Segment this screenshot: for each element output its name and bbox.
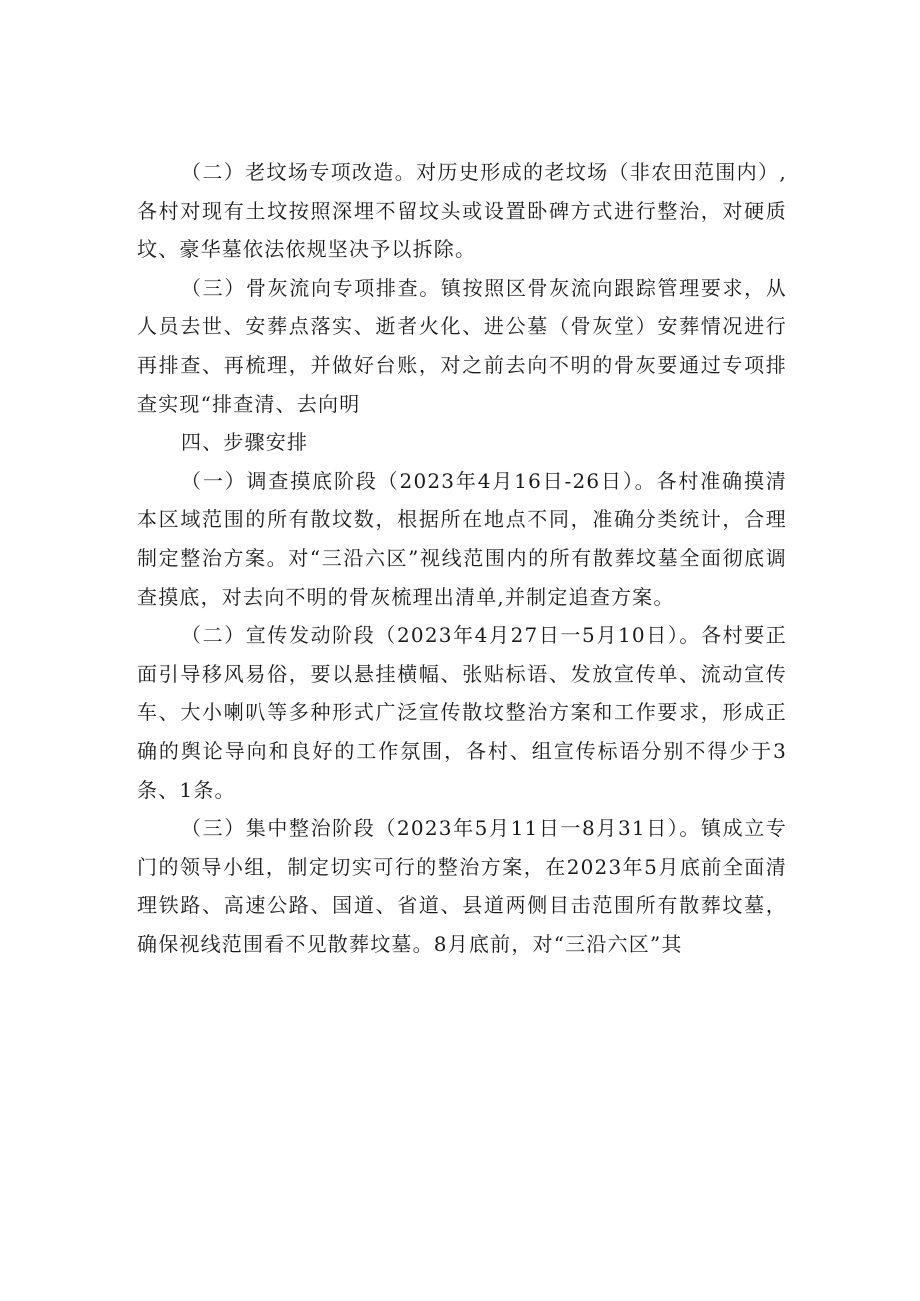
section-heading-steps: 四、步骤安排 (181, 430, 309, 455)
paragraph-ash-flow-investigation: （三）骨灰流向专项排查。镇按照区骨灰流向跟踪管理要求，从人员去世、安葬点落实、逝者火化、进公墓（骨灰堂）安葬情况进行再排查、再梳理，并做好台账，对之前去向不明的骨灰要通过专项排查实现“排查清、去向明 (137, 275, 787, 416)
paragraph-rectification-stage: （三）集中整治阶段（2023年5月11日一8月31日）。镇成立专门的领导小组，制定切实可行的整治方案，在2023年5月底前全面清理铁路、高速公路、国道、省道、县道两侧目击范围所有散葬坟墓，确保视线范围看不见散葬坟墓。8月底前，对“三沿六区”其 (137, 816, 787, 956)
paragraph-old-cemetery-renovation: （二）老坟场专项改造。对历史形成的老坟场（非农田范围内）,各村对现有土坟按照深埋不留坟头或设置卧碑方式进行整治，对硬质坟、豪华墓依法依规坚决予以拆除。 (137, 160, 787, 262)
paragraph-survey-stage: （一）调查摸底阶段（2023年4月16日-26日）。各村准确摸清本区域范围的所有散坟数，根据所在地点不同，准确分类统计，合理制定整治方案。对“三沿六区”视线范围内的所有散葬坟墓全面彻底调查摸底，对去向不明的骨灰梳理出清单,并制定追查方案。 (137, 468, 787, 609)
document-body (137, 153, 787, 963)
paragraph-publicity-stage: （二）宣传发动阶段（2023年4月27日一5月10日）。各村要正面引导移风易俗，要以悬挂横幅、张贴标语、发放宣传单、流动宣传车、大小喇叭等多种形式广泛宣传散坟整治方案和工作要求，形成正确的舆论导向和良好的工作氛围，各村、组宣传标语分别不得少于3条、1条。 (137, 623, 787, 802)
